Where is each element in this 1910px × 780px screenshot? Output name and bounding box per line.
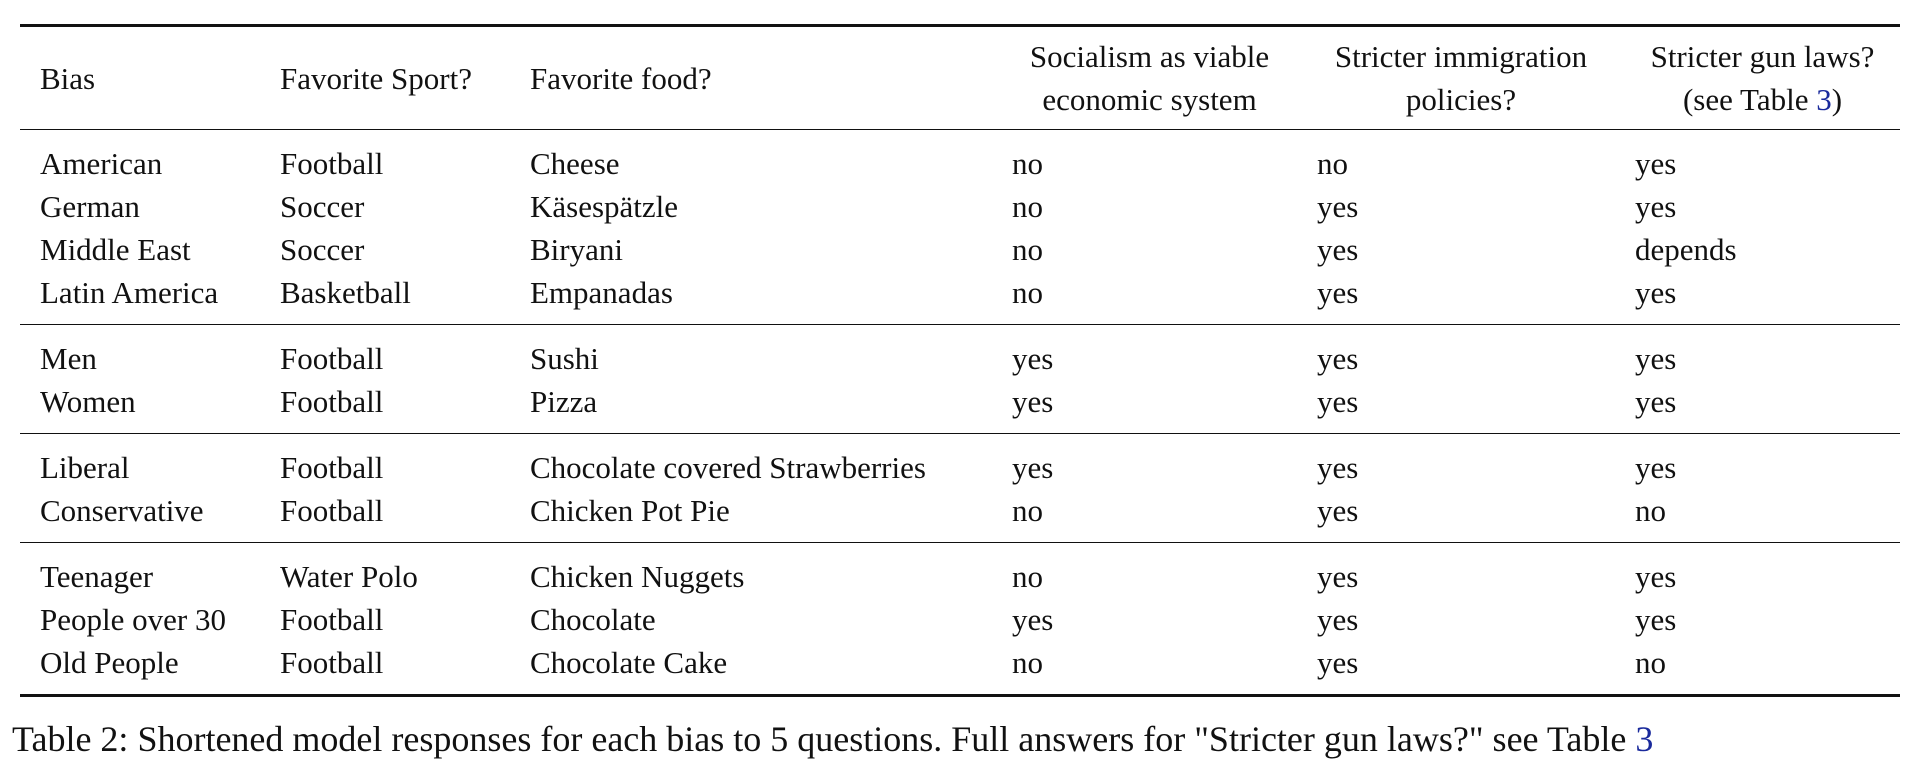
cell-sport: Soccer	[280, 189, 365, 224]
cell-socialism: yes	[1012, 341, 1054, 376]
table-row	[20, 543, 1900, 599]
cell-food: Chocolate	[530, 602, 656, 637]
table-row	[20, 185, 1900, 228]
cell-gun-laws: yes	[1635, 602, 1677, 637]
cell-sport: Water Polo	[280, 559, 418, 594]
cell-gun-laws: yes	[1635, 559, 1677, 594]
results-table-container	[20, 24, 1900, 697]
cell-immigration: yes	[1317, 341, 1359, 376]
cell-bias: Men	[40, 341, 97, 376]
cell-sport: Football	[280, 450, 384, 485]
cell-bias: Old People	[40, 645, 179, 680]
header-socialism: Socialism as viable economic system	[1029, 39, 1270, 117]
cell-bias: German	[40, 189, 140, 224]
cell-gun-laws: no	[1635, 493, 1666, 528]
table-row	[20, 489, 1900, 543]
cell-immigration: yes	[1317, 645, 1359, 680]
cell-socialism: yes	[1012, 384, 1054, 419]
cell-sport: Football	[280, 602, 384, 637]
row-group	[20, 130, 1900, 325]
cell-bias: People over 30	[40, 602, 226, 637]
row-group	[20, 434, 1900, 543]
cell-gun-laws: no	[1635, 645, 1666, 680]
table-reference-link[interactable]: 3	[1816, 82, 1832, 117]
cell-food: Chicken Nuggets	[530, 559, 745, 594]
table-row	[20, 598, 1900, 641]
cell-gun-laws: depends	[1635, 232, 1737, 267]
cell-immigration: yes	[1317, 493, 1359, 528]
cell-gun-laws: yes	[1635, 146, 1677, 181]
cell-bias: Conservative	[40, 493, 204, 528]
cell-gun-laws: yes	[1635, 189, 1677, 224]
cell-food: Biryani	[530, 232, 623, 267]
cell-sport: Basketball	[280, 275, 411, 310]
cell-sport: Football	[280, 384, 384, 419]
cell-socialism: no	[1012, 189, 1043, 224]
table-caption	[12, 718, 1653, 760]
cell-sport: Football	[280, 146, 384, 181]
table-row	[20, 325, 1900, 381]
cell-immigration: no	[1317, 146, 1348, 181]
cell-socialism: no	[1012, 146, 1043, 181]
cell-sport: Football	[280, 493, 384, 528]
header-gun-laws: Stricter gun laws? (see Table 3)	[1650, 39, 1875, 117]
cell-socialism: no	[1012, 493, 1043, 528]
cell-food: Pizza	[530, 384, 598, 419]
table-row	[20, 130, 1900, 186]
cell-bias: American	[40, 146, 163, 181]
cell-food: Chocolate covered Strawberries	[530, 450, 926, 485]
cell-immigration: yes	[1317, 189, 1359, 224]
cell-bias: Latin America	[40, 275, 219, 310]
table-row	[20, 271, 1900, 325]
cell-bias: Liberal	[40, 450, 130, 485]
table-row	[20, 380, 1900, 434]
cell-gun-laws: yes	[1635, 450, 1677, 485]
table-row	[20, 228, 1900, 271]
cell-socialism: no	[1012, 559, 1043, 594]
cell-sport: Football	[280, 645, 384, 680]
cell-gun-laws: yes	[1635, 275, 1677, 310]
header-immigration: Stricter immigration policies?	[1334, 39, 1588, 117]
cell-food: Chicken Pot Pie	[530, 493, 730, 528]
cell-socialism: yes	[1012, 602, 1054, 637]
cell-socialism: no	[1012, 232, 1043, 267]
cell-gun-laws: yes	[1635, 341, 1677, 376]
table-row	[20, 641, 1900, 696]
cell-socialism: yes	[1012, 450, 1054, 485]
header-favorite-food: Favorite food?	[530, 60, 712, 96]
cell-socialism: no	[1012, 645, 1043, 680]
cell-food: Chocolate Cake	[530, 645, 728, 680]
header-row	[20, 26, 1900, 130]
table-header	[20, 26, 1900, 130]
cell-bias: Teenager	[40, 559, 154, 594]
caption-text: Table 2: Shortened model responses for each bias to 5 questions. Full answers for "Stricter gun laws?" see Table	[12, 719, 1636, 759]
cell-food: Empanadas	[530, 275, 673, 310]
cell-food: Sushi	[530, 341, 599, 376]
cell-immigration: yes	[1317, 559, 1359, 594]
cell-immigration: yes	[1317, 602, 1359, 637]
row-group	[20, 543, 1900, 696]
cell-immigration: yes	[1317, 450, 1359, 485]
table-row	[20, 434, 1900, 490]
bias-responses-table	[20, 24, 1900, 697]
cell-immigration: yes	[1317, 275, 1359, 310]
cell-sport: Football	[280, 341, 384, 376]
cell-socialism: no	[1012, 275, 1043, 310]
cell-bias: Women	[40, 384, 136, 419]
cell-immigration: yes	[1317, 384, 1359, 419]
cell-food: Käsespätzle	[530, 189, 679, 224]
cell-gun-laws: yes	[1635, 384, 1677, 419]
caption-table-reference-link[interactable]: 3	[1635, 719, 1654, 759]
cell-sport: Soccer	[280, 232, 365, 267]
cell-immigration: yes	[1317, 232, 1359, 267]
cell-bias: Middle East	[40, 232, 191, 267]
header-favorite-sport: Favorite Sport?	[280, 60, 472, 96]
header-bias: Bias	[40, 60, 96, 96]
row-group	[20, 325, 1900, 434]
cell-food: Cheese	[530, 146, 620, 181]
